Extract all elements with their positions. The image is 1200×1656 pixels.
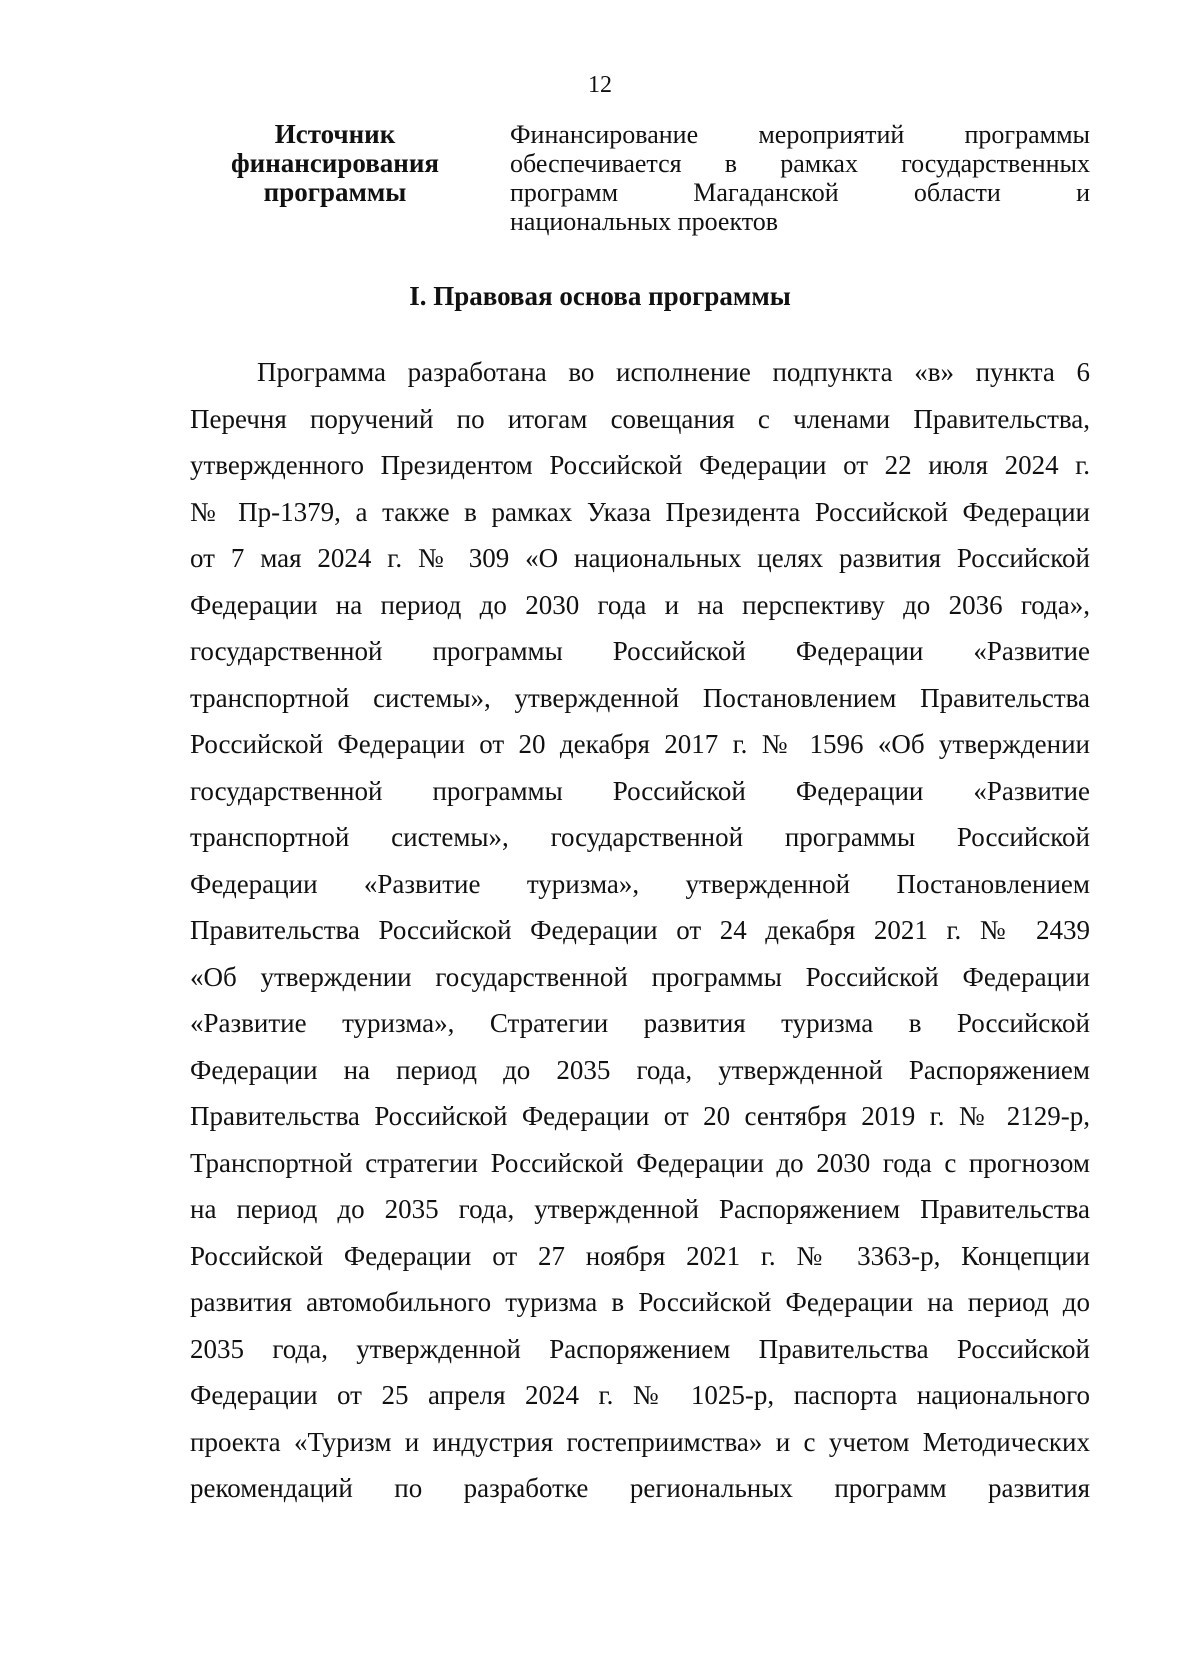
paragraph-line: транспортной системы», государственной программы Российской — [190, 822, 1090, 852]
paragraph-line: Федерации «Развитие туризма», утвержденной Постановлением — [190, 868, 1090, 899]
paragraph-line: транспортной системы», утвержденной Постановлением Правительства — [190, 682, 1090, 713]
paragraph-line: Правительства Российской Федерации от 20 сентября 2019 г. № 2129-р, — [190, 1101, 1090, 1131]
paragraph-line: Федерации на период до 2035 года, утвержденной Распоряжением — [190, 1054, 1090, 1085]
paragraph-line: утвержденного Президентом Российской Федерации от 22 июля 2024 г. — [190, 450, 1090, 480]
paragraph-line: «Об утверждении государственной программы Российской Федерации — [190, 961, 1090, 992]
passport-label-line: финансирования — [230, 148, 440, 178]
paragraph-line: государственной программы Российской Федерации «Развитие — [190, 775, 1090, 806]
paragraph-line: № Пр-1379, а также в рамках Указа Президента Российской Федерации — [190, 496, 1090, 527]
paragraph-line: Правительства Российской Федерации от 24 декабря 2021 г. № 2439 — [190, 915, 1090, 945]
paragraph-line: Транспортной стратегии Российской Федерации до 2030 года с прогнозом — [190, 1147, 1090, 1178]
passport-label — [210, 120, 460, 207]
paragraph-line: рекомендаций по разработке региональных программ развития — [190, 1473, 1090, 1503]
passport-value-line: обеспечивается в рамках государственных — [510, 149, 1090, 178]
passport-label-line: Источник — [274, 119, 396, 149]
paragraph-line: «Развитие туризма», Стратегии развития туризма в Российской — [190, 1008, 1090, 1038]
passport-value-line: Финансирование мероприятий программы — [510, 120, 1090, 149]
passport-value — [510, 120, 1090, 236]
passport-value-line: программ Магаданской области и — [510, 178, 1090, 207]
body-paragraph — [190, 349, 1090, 1512]
paragraph-line: Программа разработана во исполнение подпункта «в» пункта 6 — [257, 357, 1090, 387]
paragraph-line: на период до 2035 года, утвержденной Распоряжением Правительства — [190, 1194, 1090, 1224]
paragraph-line: государственной программы Российской Федерации «Развитие — [190, 636, 1090, 666]
paragraph-line: проекта «Туризм и индустрия гостеприимства» и с учетом Методических — [190, 1426, 1090, 1457]
paragraph-line: Российской Федерации от 20 декабря 2017 г. № 1596 «Об утверждении — [190, 729, 1090, 759]
passport-label-line: программы — [263, 177, 407, 207]
paragraph-line: Российской Федерации от 27 ноября 2021 г. № 3363-р, Концепции — [190, 1240, 1090, 1271]
page-number: 12 — [588, 72, 612, 98]
paragraph-line: от 7 мая 2024 г. № 309 «О национальных целях развития Российской — [190, 543, 1090, 573]
paragraph-line: Федерации на период до 2030 года и на перспективу до 2036 года», — [190, 589, 1090, 620]
paragraph-line: Федерации от 25 апреля 2024 г. № 1025-р, паспорта национального — [190, 1380, 1090, 1410]
passport-value-line: национальных проектов — [510, 207, 779, 236]
section-title: I. Правовая основа программы — [409, 281, 791, 311]
paragraph-line: 2035 года, утвержденной Распоряжением Правительства Российской — [190, 1333, 1090, 1364]
paragraph-line: развития автомобильного туризма в Российской Федерации на период до — [190, 1287, 1090, 1317]
paragraph-line: Перечня поручений по итогам совещания с членами Правительства, — [190, 403, 1090, 434]
